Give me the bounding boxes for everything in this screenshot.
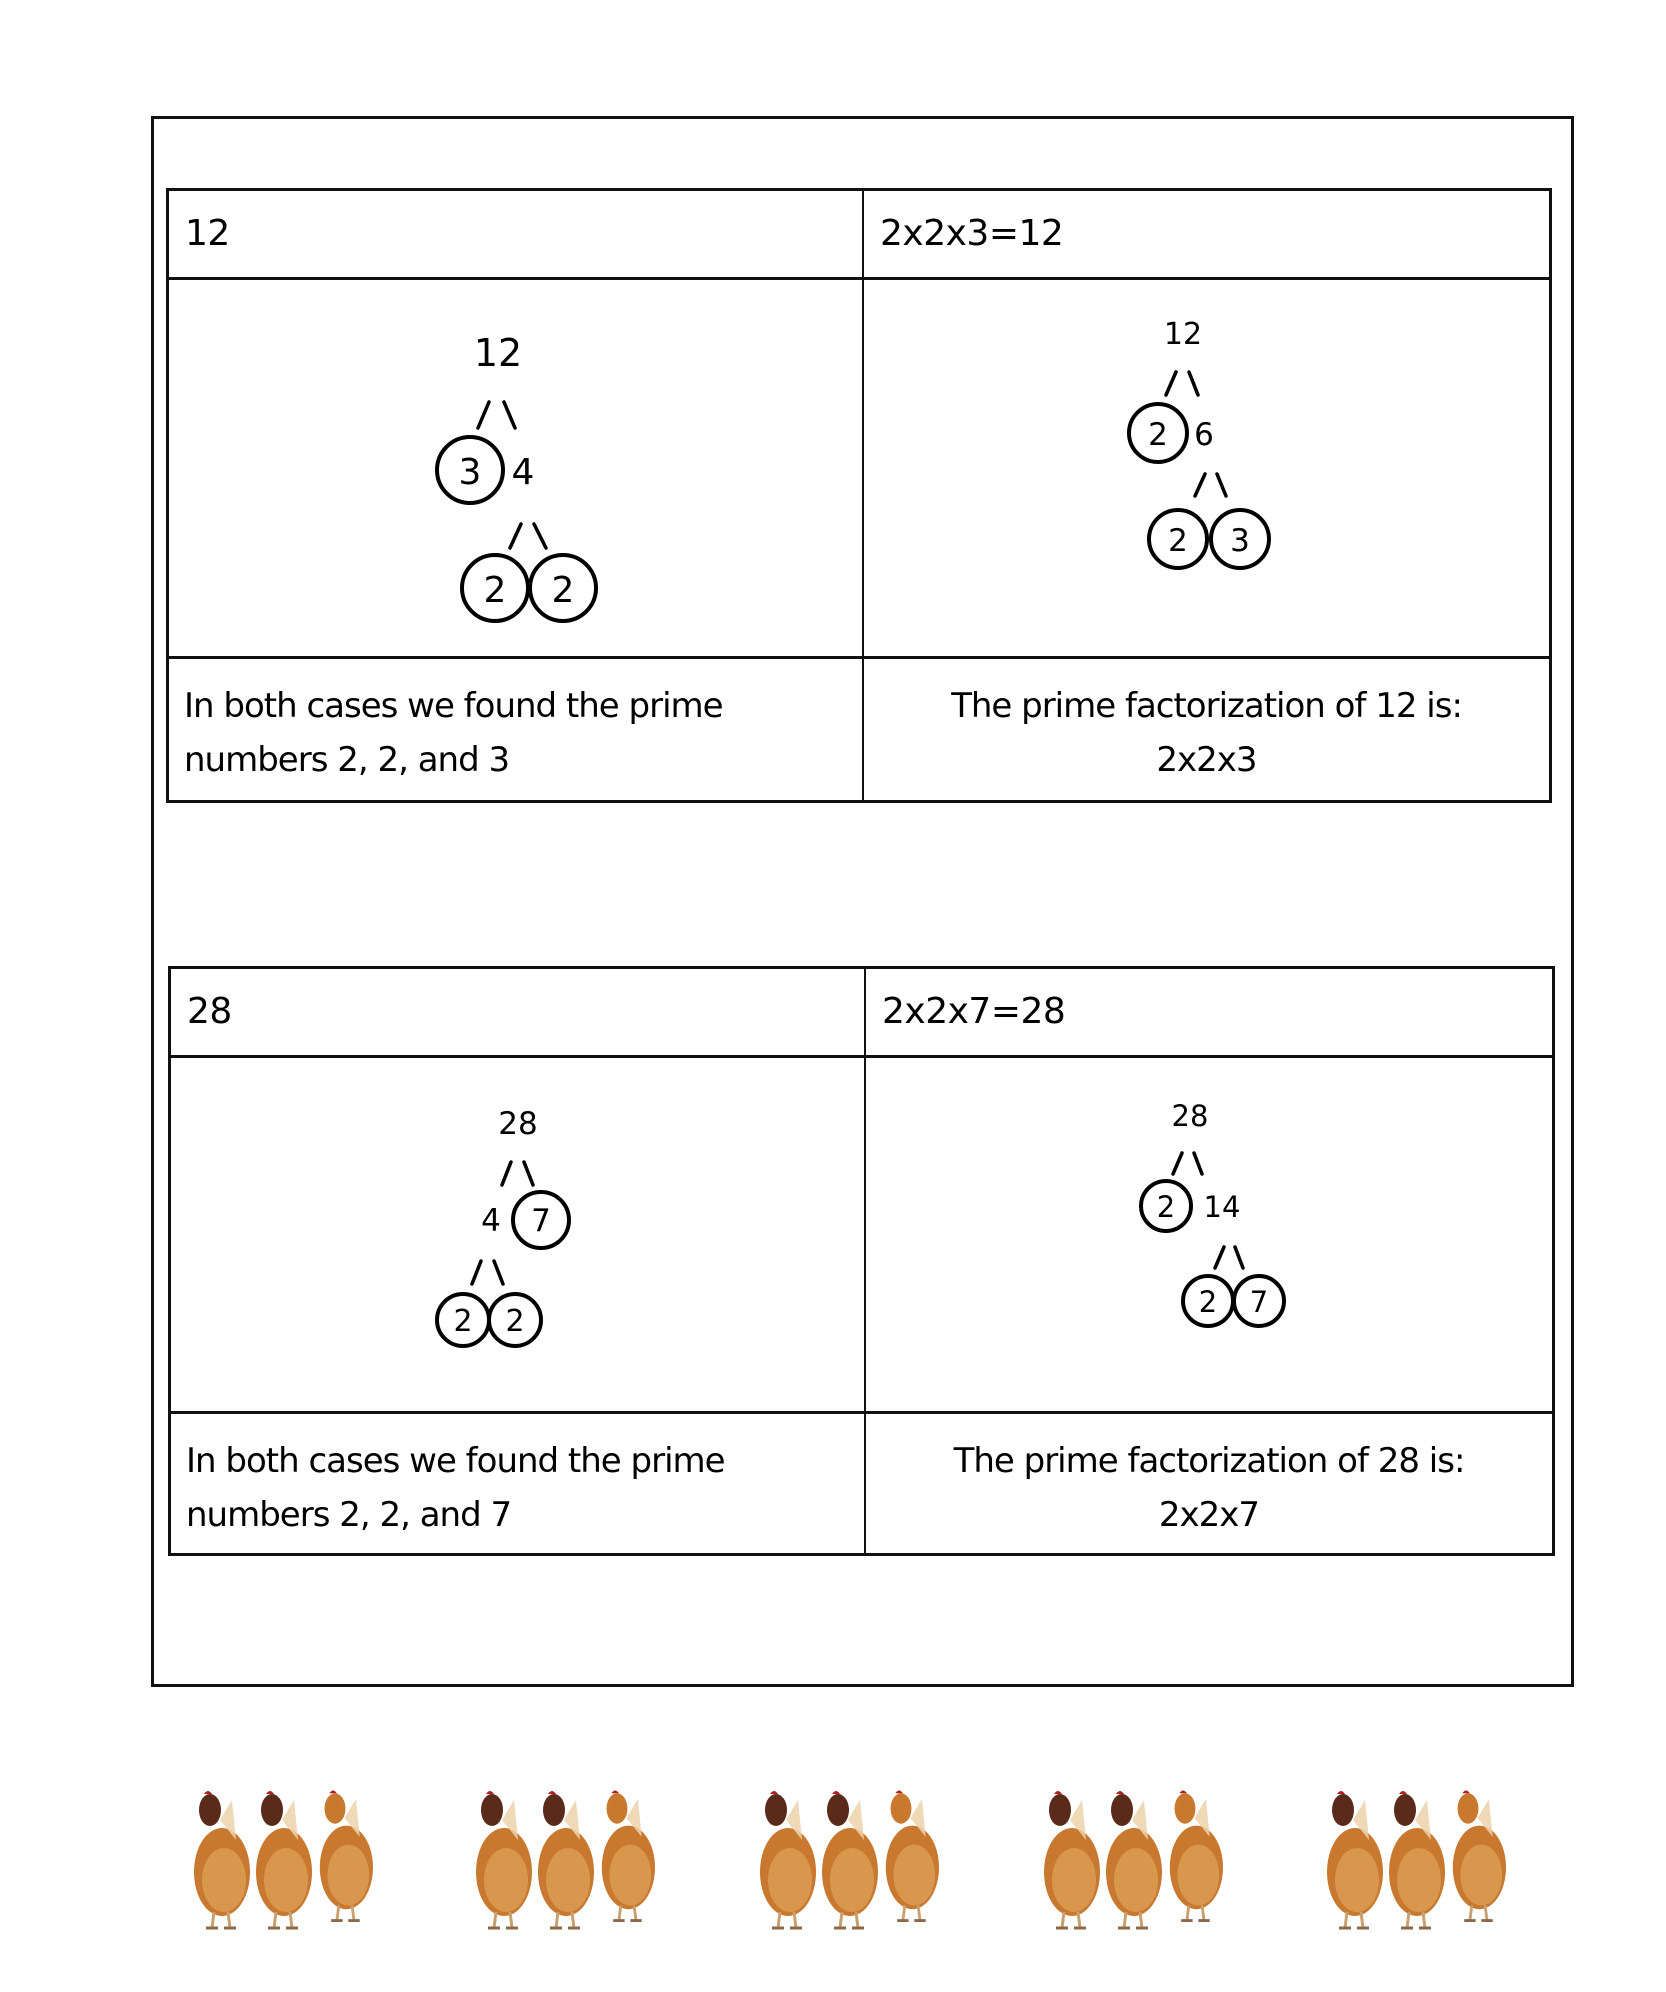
table-header-row bbox=[171, 969, 1552, 1058]
factor-tree-cell-a bbox=[169, 280, 864, 656]
factor-tree-cell-b bbox=[864, 280, 1549, 656]
chickens-icon bbox=[1040, 1780, 1246, 1930]
chickens-icon bbox=[1323, 1780, 1529, 1930]
tree-node: 2 bbox=[551, 570, 575, 611]
equation-label: 2x2x3=12 bbox=[880, 213, 1064, 254]
factor-table-28 bbox=[168, 966, 1555, 1556]
tree-node: 14 bbox=[1203, 1190, 1241, 1224]
tree-node: 2 bbox=[1148, 417, 1168, 453]
conclusion-line-1: In both cases we found the prime bbox=[186, 1441, 725, 1481]
tree-node: 4 bbox=[481, 1203, 501, 1239]
factorization-text bbox=[866, 1434, 1552, 1542]
branch-line bbox=[502, 1162, 511, 1185]
chickens-image bbox=[1040, 1780, 1246, 1930]
conclusion-row bbox=[171, 1414, 1552, 1553]
branch-line bbox=[1217, 474, 1226, 496]
branch-line bbox=[510, 524, 521, 548]
factor-tree-b bbox=[866, 1058, 1552, 1411]
tree-node: 4 bbox=[511, 452, 535, 493]
tree-node: 6 bbox=[1194, 417, 1214, 453]
factorization-line-1: The prime factorization of 28 is: bbox=[953, 1441, 1465, 1481]
equation-cell bbox=[866, 969, 1552, 1055]
chickens-image bbox=[1323, 1780, 1529, 1930]
conclusion-cell-left bbox=[169, 659, 864, 800]
factorization-line-2: 2x2x3 bbox=[1156, 740, 1257, 780]
equation-cell bbox=[864, 191, 1549, 277]
tree-node: 3 bbox=[1230, 523, 1250, 559]
factor-tree-cell-a bbox=[171, 1058, 866, 1411]
branch-line bbox=[1166, 372, 1176, 395]
conclusion-text bbox=[184, 679, 723, 787]
branch-line bbox=[534, 524, 546, 548]
chickens-image bbox=[190, 1780, 396, 1930]
conclusion-text bbox=[186, 1434, 725, 1542]
factor-tree-b bbox=[864, 280, 1550, 656]
conclusion-line-1: In both cases we found the prime bbox=[184, 686, 723, 726]
tree-root: 28 bbox=[1171, 1099, 1209, 1133]
factorization-text bbox=[864, 679, 1549, 787]
tree-node: 7 bbox=[1249, 1285, 1269, 1319]
conclusion-row bbox=[169, 659, 1549, 800]
branch-line bbox=[494, 1261, 503, 1284]
branch-line bbox=[1173, 1153, 1182, 1174]
chickens-image bbox=[756, 1780, 962, 1930]
branch-line bbox=[1235, 1247, 1243, 1268]
equation-label: 2x2x7=28 bbox=[882, 991, 1066, 1032]
tree-node: 2 bbox=[453, 1304, 473, 1339]
tree-root: 28 bbox=[498, 1106, 538, 1142]
tree-node: 2 bbox=[505, 1304, 525, 1339]
factor-tree-cell-b bbox=[866, 1058, 1552, 1411]
conclusion-line-2: numbers 2, 2, and 7 bbox=[186, 1495, 512, 1535]
branch-line bbox=[472, 1261, 481, 1284]
number-label: 12 bbox=[185, 213, 230, 254]
conclusion-cell-left bbox=[171, 1414, 866, 1553]
tree-node: 2 bbox=[1156, 1190, 1176, 1224]
branch-line bbox=[1215, 1247, 1224, 1268]
factor-table-12 bbox=[166, 188, 1552, 803]
table-header-row bbox=[169, 191, 1549, 280]
factorization-line-2: 2x2x7 bbox=[1158, 1495, 1260, 1535]
factor-tree-row bbox=[171, 1058, 1552, 1414]
factor-tree-a bbox=[169, 280, 859, 656]
factorization-line-1: The prime factorization of 12 is: bbox=[951, 686, 1462, 726]
branch-line bbox=[524, 1162, 533, 1185]
conclusion-cell-right bbox=[866, 1414, 1552, 1553]
tree-node: 2 bbox=[1168, 523, 1188, 559]
number-cell bbox=[171, 969, 866, 1055]
tree-node: 2 bbox=[483, 570, 507, 611]
tree-node: 7 bbox=[531, 1203, 551, 1239]
chickens-image bbox=[472, 1780, 678, 1930]
chickens-icon bbox=[472, 1780, 678, 1930]
conclusion-cell-right bbox=[864, 659, 1549, 800]
chickens-icon bbox=[756, 1780, 962, 1930]
chickens-icon bbox=[190, 1780, 396, 1930]
conclusion-line-2: numbers 2, 2, and 3 bbox=[184, 740, 510, 780]
branch-line bbox=[504, 402, 515, 428]
tree-node: 3 bbox=[458, 452, 482, 493]
branch-line bbox=[1189, 372, 1198, 395]
branch-line bbox=[1194, 1153, 1202, 1174]
number-cell bbox=[169, 191, 864, 277]
tree-root: 12 bbox=[1163, 317, 1203, 352]
branch-line bbox=[478, 402, 489, 428]
tree-node: 2 bbox=[1198, 1285, 1218, 1319]
number-label: 28 bbox=[187, 991, 232, 1032]
tree-root: 12 bbox=[473, 331, 523, 375]
factor-tree-a bbox=[171, 1058, 861, 1411]
factor-tree-row bbox=[169, 280, 1549, 659]
branch-line bbox=[1195, 474, 1205, 496]
